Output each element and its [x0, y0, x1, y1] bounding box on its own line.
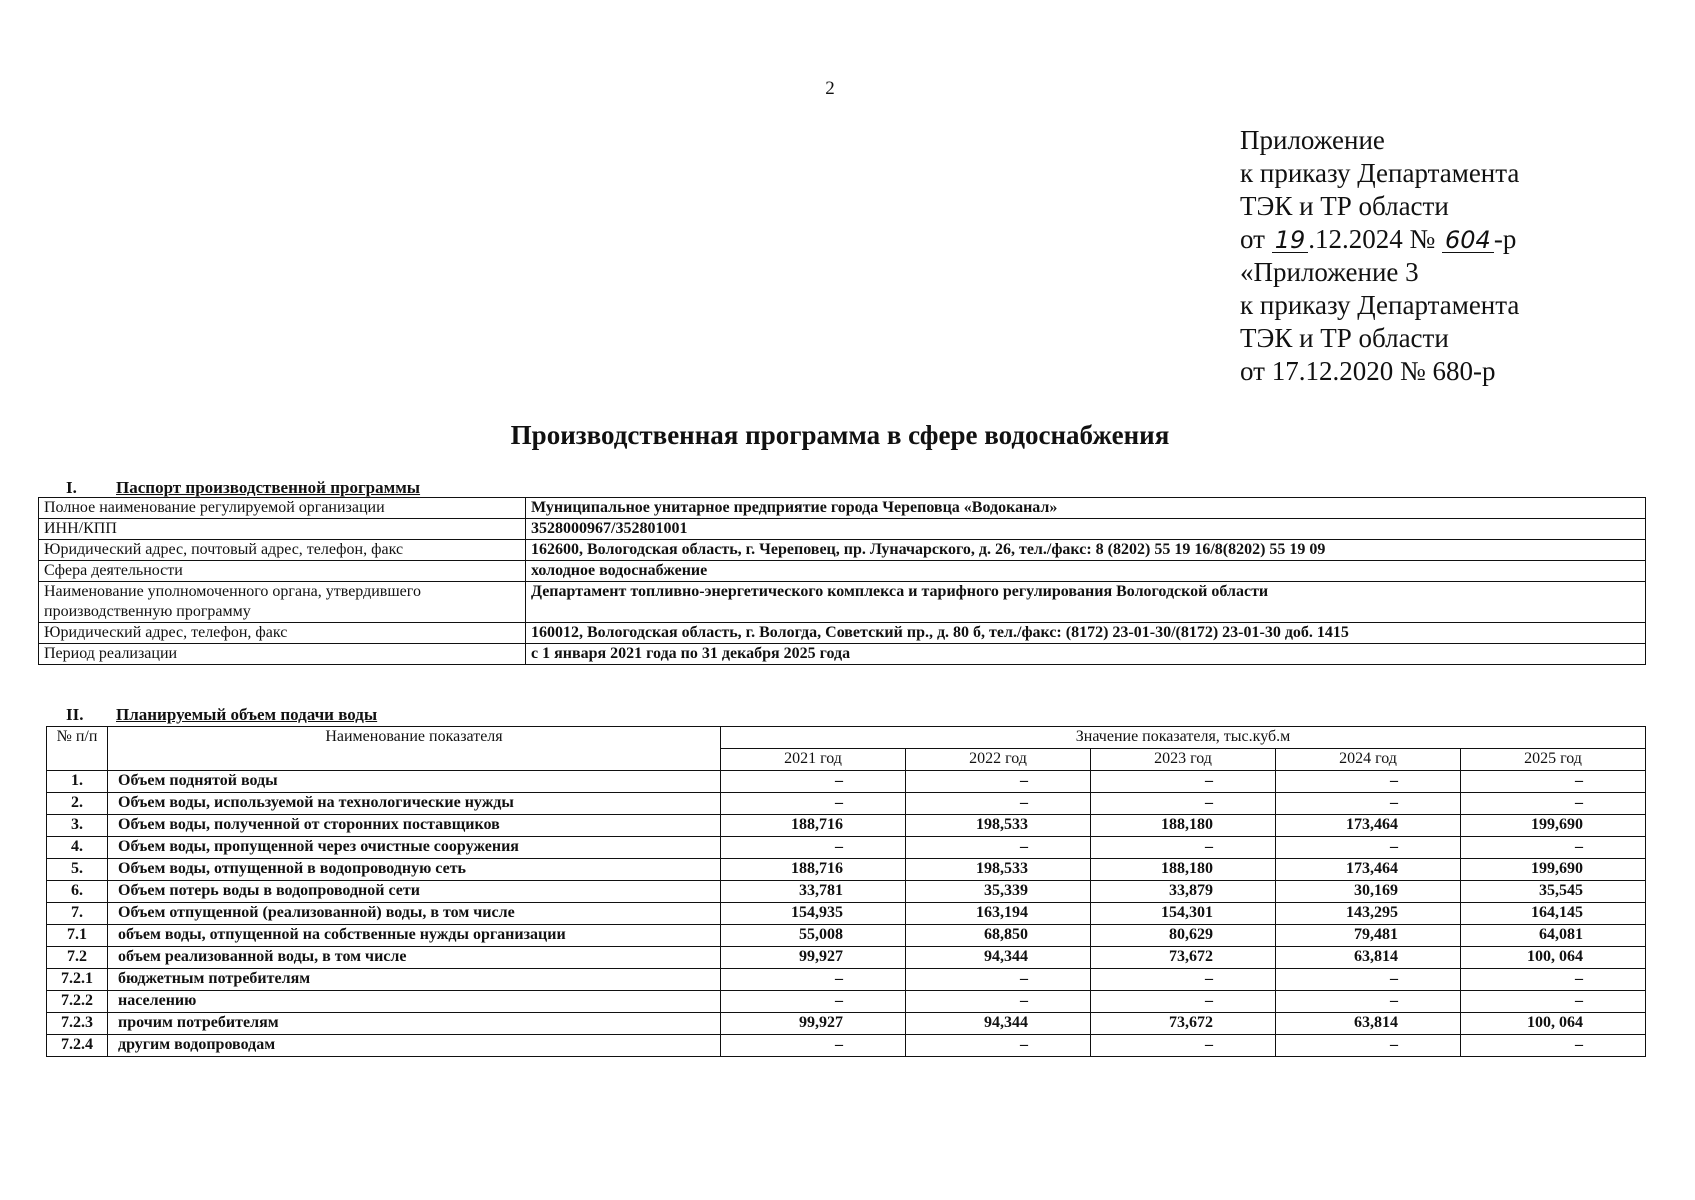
table-row: [39, 623, 1646, 644]
indicator-value: –: [721, 1035, 906, 1057]
row-number: 7.2.4: [47, 1035, 108, 1057]
indicator-value: 164,145: [1461, 903, 1646, 925]
indicator-value: 143,295: [1276, 903, 1461, 925]
header-cell-year: 2022 год: [906, 749, 1091, 771]
passport-value: Департамент топливно-энергетического комплекса и тарифного регулирования Вологодской области: [526, 582, 1646, 623]
section-heading-passport: [66, 478, 420, 498]
indicator-value: –: [1091, 969, 1276, 991]
appendix-line: ТЭК и ТР области: [1240, 323, 1449, 353]
indicator-value: 198,533: [906, 815, 1091, 837]
table-row: [39, 498, 1646, 519]
indicator-name: объем воды, отпущенной на собственные нужды организации: [108, 925, 721, 947]
indicator-value: 173,464: [1276, 815, 1461, 837]
indicator-name: другим водопроводам: [108, 1035, 721, 1057]
passport-value: 160012, Вологодская область, г. Вологда, Советский пр., д. 80 б, тел./факс: (8172) 23-01-30/(8172) 23-01-30 доб. 1415: [526, 623, 1646, 644]
section-number: I.: [66, 478, 77, 497]
indicator-value: 188,180: [1091, 859, 1276, 881]
appendix-line: Приложение: [1240, 125, 1385, 155]
water-volume-table: [46, 726, 1646, 1057]
table-row: [47, 991, 1646, 1013]
passport-label: ИНН/КПП: [39, 519, 526, 540]
indicator-value: –: [1091, 837, 1276, 859]
appendix-line: к приказу Департамента: [1240, 290, 1520, 320]
passport-label: Юридический адрес, телефон, факс: [39, 623, 526, 644]
indicator-value: 154,301: [1091, 903, 1276, 925]
date-prefix: от: [1240, 224, 1265, 254]
indicator-value: –: [1461, 837, 1646, 859]
table-header-row: [47, 727, 1646, 749]
table-row: [39, 519, 1646, 540]
passport-value: холодное водоснабжение: [526, 561, 1646, 582]
indicator-value: –: [1276, 837, 1461, 859]
header-cell-number: № п/п: [47, 727, 108, 771]
table-row: [47, 947, 1646, 969]
indicator-value: –: [906, 1035, 1091, 1057]
passport-label: Юридический адрес, почтовый адрес, телефон, факс: [39, 540, 526, 561]
table-row: [47, 1013, 1646, 1035]
indicator-value: –: [1091, 1035, 1276, 1057]
indicator-value: –: [1276, 793, 1461, 815]
appendix-line: от 17.12.2020 № 680-р: [1240, 356, 1496, 386]
indicator-value: –: [721, 837, 906, 859]
indicator-value: –: [721, 793, 906, 815]
indicator-value: 94,344: [906, 1013, 1091, 1035]
indicator-name: Объем воды, полученной от сторонних поставщиков: [108, 815, 721, 837]
indicator-value: –: [1461, 991, 1646, 1013]
table-row: [47, 925, 1646, 947]
section-title: Паспорт производственной программы: [116, 478, 421, 497]
appendix-line: к приказу Департамента: [1240, 158, 1520, 188]
indicator-value: 100, 064: [1461, 947, 1646, 969]
header-cell-year: 2023 год: [1091, 749, 1276, 771]
header-cell-year: 2024 год: [1276, 749, 1461, 771]
indicator-value: –: [1461, 1035, 1646, 1057]
indicator-value: 199,690: [1461, 815, 1646, 837]
passport-value: 3528000967/352801001: [526, 519, 1646, 540]
indicator-name: Объем потерь воды в водопроводной сети: [108, 881, 721, 903]
row-number: 7.: [47, 903, 108, 925]
indicator-value: –: [721, 991, 906, 1013]
indicator-value: –: [906, 991, 1091, 1013]
indicator-name: Объем воды, используемой на технологические нужды: [108, 793, 721, 815]
indicator-value: 80,629: [1091, 925, 1276, 947]
passport-label: Наименование уполномоченного органа, утвердившего производственную программу: [39, 582, 526, 623]
order-suffix: -р: [1493, 224, 1517, 254]
indicator-value: 73,672: [1091, 1013, 1276, 1035]
passport-label: Полное наименование регулируемой организации: [39, 498, 526, 519]
indicator-value: 64,081: [1461, 925, 1646, 947]
indicator-value: 188,716: [721, 815, 906, 837]
section-title: Планируемый объем подачи воды: [116, 705, 378, 724]
indicator-value: 163,194: [906, 903, 1091, 925]
indicator-value: –: [721, 771, 906, 793]
indicator-value: –: [1276, 1035, 1461, 1057]
row-number: 7.2.1: [47, 969, 108, 991]
indicator-value: 63,814: [1276, 947, 1461, 969]
table-row: [47, 969, 1646, 991]
indicator-value: 73,672: [1091, 947, 1276, 969]
indicator-name: объем реализованной воды, в том числе: [108, 947, 721, 969]
document-title: Производственная программа в сфере водоснабжения: [510, 420, 1170, 450]
indicator-value: 79,481: [1276, 925, 1461, 947]
indicator-value: –: [1276, 771, 1461, 793]
indicator-value: 99,927: [721, 1013, 906, 1035]
appendix-order-line: [1240, 223, 1519, 256]
indicator-value: –: [1461, 969, 1646, 991]
indicator-value: 68,850: [906, 925, 1091, 947]
indicator-value: 100, 064: [1461, 1013, 1646, 1035]
table-row: [47, 859, 1646, 881]
indicator-value: 35,545: [1461, 881, 1646, 903]
indicator-value: 55,008: [721, 925, 906, 947]
indicator-name: Объем поднятой воды: [108, 771, 721, 793]
table-row: [47, 793, 1646, 815]
passport-value: 162600, Вологодская область, г. Череповец, пр. Луначарского, д. 26, тел./факс: 8 (8202) 55 19 16/8(8202) 55 19 09: [526, 540, 1646, 561]
table-row: [39, 540, 1646, 561]
passport-label: Период реализации: [39, 644, 526, 665]
indicator-name: прочим потребителям: [108, 1013, 721, 1035]
passport-value: Муниципальное унитарное предприятие города Череповца «Водоканал»: [526, 498, 1646, 519]
row-number: 7.2.2: [47, 991, 108, 1013]
indicator-value: 188,716: [721, 859, 906, 881]
section-heading-volumes: [66, 705, 377, 725]
indicator-value: 94,344: [906, 947, 1091, 969]
indicator-name: Объем отпущенной (реализованной) воды, в том числе: [108, 903, 721, 925]
indicator-value: 188,180: [1091, 815, 1276, 837]
row-number: 7.2: [47, 947, 108, 969]
indicator-value: 99,927: [721, 947, 906, 969]
row-number: 3.: [47, 815, 108, 837]
table-row: [47, 815, 1646, 837]
indicator-value: –: [1461, 771, 1646, 793]
table-row: [39, 561, 1646, 582]
indicator-value: –: [906, 969, 1091, 991]
passport-label: Сфера деятельности: [39, 561, 526, 582]
header-cell-year: 2021 год: [721, 749, 906, 771]
indicator-value: –: [1276, 969, 1461, 991]
indicator-value: 199,690: [1461, 859, 1646, 881]
indicator-value: –: [721, 969, 906, 991]
indicator-value: –: [1461, 793, 1646, 815]
header-cell-group: Значение показателя, тыс.куб.м: [721, 727, 1646, 749]
table-row: [39, 644, 1646, 665]
date-rest: .12.2024 №: [1308, 224, 1436, 254]
row-number: 6.: [47, 881, 108, 903]
appendix-line: ТЭК и ТР области: [1240, 191, 1449, 221]
indicator-value: 33,781: [721, 881, 906, 903]
header-cell-year: 2025 год: [1461, 749, 1646, 771]
indicator-value: 63,814: [1276, 1013, 1461, 1035]
indicator-value: 33,879: [1091, 881, 1276, 903]
table-row: [47, 771, 1646, 793]
indicator-value: 30,169: [1276, 881, 1461, 903]
row-number: 4.: [47, 837, 108, 859]
table-row: [39, 582, 1646, 623]
indicator-value: –: [906, 837, 1091, 859]
appendix-line: «Приложение 3: [1240, 257, 1419, 287]
indicator-value: 198,533: [906, 859, 1091, 881]
indicator-name: населению: [108, 991, 721, 1013]
table-row: [47, 881, 1646, 903]
section-number: II.: [66, 705, 84, 724]
passport-value: с 1 января 2021 года по 31 декабря 2025 года: [526, 644, 1646, 665]
page-number: 2: [825, 78, 835, 99]
indicator-value: 35,339: [906, 881, 1091, 903]
appendix-block: [1240, 124, 1519, 388]
row-number: 1.: [47, 771, 108, 793]
indicator-value: –: [1091, 991, 1276, 1013]
indicator-name: Объем воды, отпущенной в водопроводную сеть: [108, 859, 721, 881]
header-cell-name: Наименование показателя: [108, 727, 721, 771]
indicator-value: –: [906, 771, 1091, 793]
indicator-value: –: [1091, 771, 1276, 793]
table-row: [47, 1035, 1646, 1057]
indicator-name: бюджетным потребителям: [108, 969, 721, 991]
row-number: 7.1: [47, 925, 108, 947]
indicator-name: Объем воды, пропущенной через очистные сооружения: [108, 837, 721, 859]
row-number: 7.2.3: [47, 1013, 108, 1035]
indicator-value: –: [1091, 793, 1276, 815]
indicator-value: 173,464: [1276, 859, 1461, 881]
indicator-value: –: [906, 793, 1091, 815]
handwritten-day: 19: [1272, 228, 1309, 253]
row-number: 2.: [47, 793, 108, 815]
row-number: 5.: [47, 859, 108, 881]
handwritten-order-number: 604: [1442, 228, 1494, 253]
passport-table: [38, 497, 1646, 665]
indicator-value: –: [1276, 991, 1461, 1013]
table-row: [47, 903, 1646, 925]
table-row: [47, 837, 1646, 859]
indicator-value: 154,935: [721, 903, 906, 925]
